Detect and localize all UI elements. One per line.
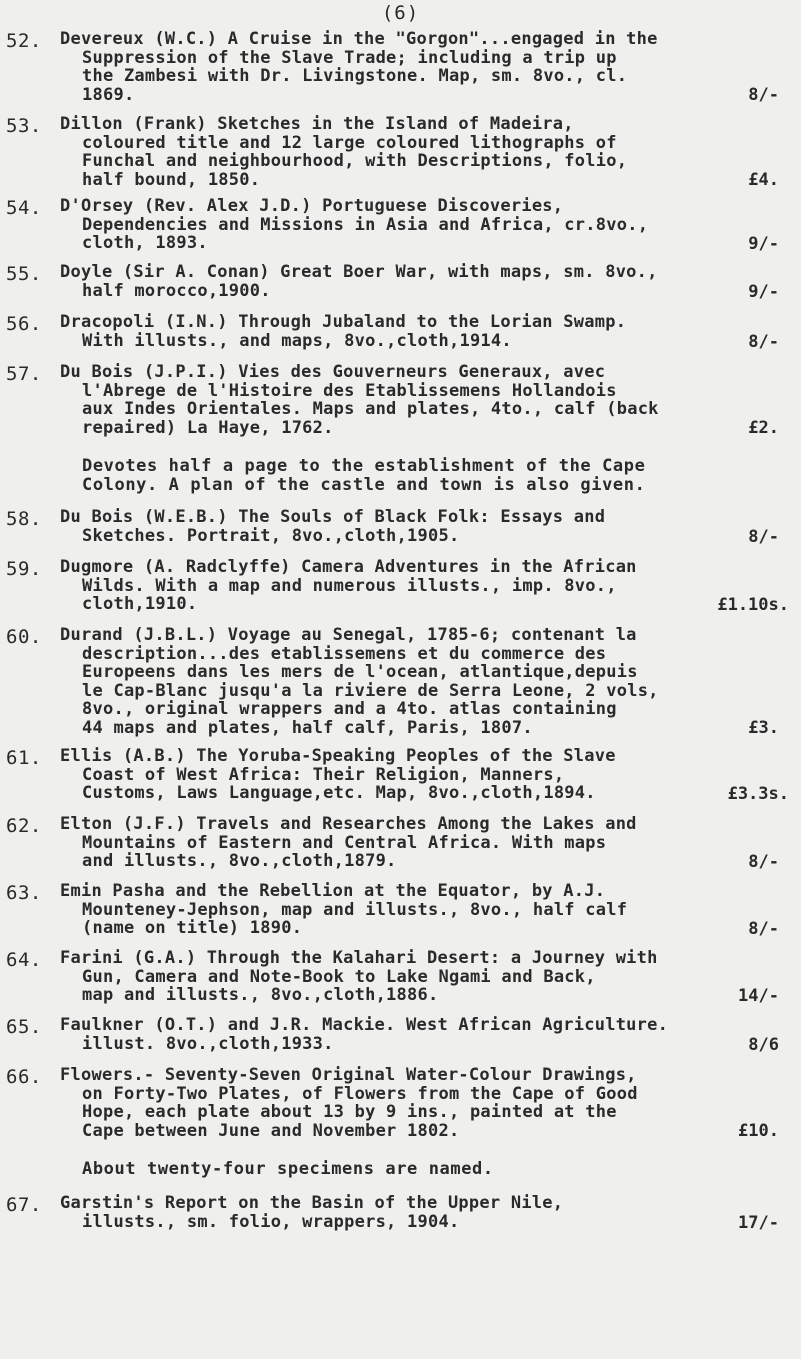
entry-price: £3. (748, 718, 779, 738)
entry-number: 56. (6, 313, 42, 335)
entry-line: D'Orsey (Rev. Alex J.D.) Portuguese Discoveries, (60, 196, 564, 216)
page-number: (6) (381, 2, 420, 24)
entry-line: (name on title) 1890. (82, 918, 303, 938)
entry-line: Elton (J.F.) Travels and Researches Among the Lakes and (60, 814, 637, 834)
entry-number: 54. (6, 197, 42, 219)
entry-line: Wilds. With a map and numerous illusts., imp. 8vo., (82, 575, 617, 596)
entry-line: cloth, 1893. (82, 233, 208, 253)
entry-line: on Forty-Two Plates, of Flowers from the Cape of Good (82, 1083, 638, 1104)
entry-number: 61. (6, 747, 42, 769)
entry-line: coloured title and 12 large coloured lithographs of (82, 132, 617, 153)
entry-line: 8vo., original wrappers and a 4to. atlas containing (82, 699, 617, 719)
entry-line: Dracopoli (I.N.) Through Jubaland to the Lorian Swamp. (60, 312, 627, 332)
entry-number: 55. (6, 263, 42, 285)
entry-line: Sketches. Portrait, 8vo.,cloth,1905. (82, 525, 460, 546)
entry-line: Farini (G.A.) Through the Kalahari Desert: a Journey with (60, 948, 658, 968)
entry-line: half bound, 1850. (82, 169, 261, 190)
entry-note: Colony. A plan of the castle and town is also given. (82, 474, 646, 495)
entry-line: Devereux (W.C.) A Cruise in the "Gorgon"...engaged in the (60, 29, 658, 49)
entry-line: Dependencies and Missions in Asia and Africa, cr.8vo., (82, 214, 649, 235)
entry-line: Gun, Camera and Note-Book to Lake Ngami and Back, (82, 966, 596, 987)
entry-price: £10. (738, 1121, 779, 1141)
entry-line: Europeens dans les mers de l'ocean, atlantique,depuis (82, 662, 638, 682)
entry-line: Ellis (A.B.) The Yoruba-Speaking Peoples of the Slave (60, 746, 616, 766)
entry-note: About twenty-four specimens are named. (82, 1159, 494, 1179)
entry-price: 8/- (748, 527, 779, 547)
entry-number: 67. (6, 1194, 42, 1216)
entry-price: 8/- (748, 919, 779, 939)
entry-price: 8/- (748, 85, 779, 105)
entry-line: Flowers.- Seventy-Seven Original Water-Colour Drawings, (60, 1065, 637, 1085)
entry-line: Funchal and neighbourhood, with Descriptions, folio, (82, 151, 628, 171)
entry-price: 9/- (748, 282, 779, 302)
entry-line: le Cap-Blanc jusqu'a la riviere de Serra Leone, 2 vols, (82, 680, 659, 701)
entry-number: 64. (6, 949, 42, 971)
entry-number: 53. (6, 115, 42, 137)
entry-line: Du Bois (W.E.B.) The Souls of Black Folk: Essays and (60, 507, 606, 527)
entry-line: description...des etablissemens et du commerce des (82, 643, 607, 664)
entry-line: Mounteney-Jephson, map and illusts., 8vo., half calf (82, 899, 628, 920)
entry-price: 14/- (738, 986, 779, 1006)
entry-price: £4. (748, 170, 779, 190)
entry-line: Faulkner (O.T.) and J.R. Mackie. West African Agriculture. (60, 1015, 669, 1035)
entry-price: 8/- (748, 332, 779, 352)
entry-line: Doyle (Sir A. Conan) Great Boer War, with maps, sm. 8vo., (60, 262, 658, 282)
entry-line: 44 maps and plates, half calf, Paris, 1807. (82, 717, 533, 738)
entry-line: Du Bois (J.P.I.) Vies des Gouverneurs Generaux, avec (60, 362, 606, 382)
entry-line: half morocco,1900. (82, 280, 271, 301)
entry-number: 58. (6, 508, 42, 530)
entry-line: Coast of West Africa: Their Religion, Manners, (82, 764, 565, 785)
entry-line: Suppression of the Slave Trade; including a trip up (82, 47, 617, 68)
entry-line: Durand (J.B.L.) Voyage au Senegal, 1785-6; contenant la (60, 625, 637, 645)
entry-line: Garstin's Report on the Basin of the Upper Nile, (60, 1193, 564, 1213)
entry-number: 59. (6, 558, 42, 580)
entry-line: Hope, each plate about 13 by 9 ins., painted at the (82, 1102, 617, 1122)
entry-number: 63. (6, 882, 42, 904)
entry-price: 8/- (748, 852, 779, 872)
entry-price: 17/- (738, 1213, 779, 1233)
entry-price: 8/6 (748, 1035, 779, 1055)
entry-line: map and illusts., 8vo.,cloth,1886. (82, 985, 439, 1005)
entry-line: Mountains of Eastern and Central Africa. With maps (82, 832, 607, 853)
entry-line: Dugmore (A. Radclyffe) Camera Adventures in the African (60, 557, 637, 577)
entry-note: Devotes half a page to the establishment of the Cape (82, 456, 646, 476)
entry-line: Customs, Laws Language,etc. Map, 8vo.,cloth,1894. (82, 783, 596, 803)
entry-line: Emin Pasha and the Rebellion at the Equator, by A.J. (60, 881, 606, 901)
entry-line: With illusts., and maps, 8vo.,cloth,1914. (82, 330, 512, 351)
entry-price: £2. (748, 418, 779, 438)
entry-line: repaired) La Haye, 1762. (82, 417, 334, 438)
entry-number: 66. (6, 1066, 42, 1088)
entry-line: and illusts., 8vo.,cloth,1879. (82, 851, 397, 871)
entry-line: illusts., sm. folio, wrappers, 1904. (82, 1211, 460, 1232)
entry-price: £1.10s. (717, 595, 789, 615)
entry-line: aux Indes Orientales. Maps and plates, 4to., calf (back (82, 399, 659, 419)
entry-number: 52. (6, 30, 42, 52)
entry-line: l'Abrege de l'Histoire des Etablissemens Hollandois (82, 380, 617, 401)
entry-line: illust. 8vo.,cloth,1933. (82, 1033, 334, 1054)
entry-line: 1869. (82, 84, 135, 105)
entry-price: 9/- (748, 234, 779, 254)
entry-number: 62. (6, 815, 42, 837)
entry-line: cloth,1910. (82, 594, 198, 614)
entry-number: 57. (6, 363, 42, 385)
entry-line: the Zambesi with Dr. Livingstone. Map, sm. 8vo., cl. (82, 66, 628, 86)
entry-number: 60. (6, 626, 42, 648)
entry-line: Dillon (Frank) Sketches in the Island of Madeira, (60, 114, 574, 134)
entry-price: £3.3s. (727, 784, 789, 804)
entry-number: 65. (6, 1016, 42, 1038)
entry-line: Cape between June and November 1802. (82, 1120, 460, 1141)
